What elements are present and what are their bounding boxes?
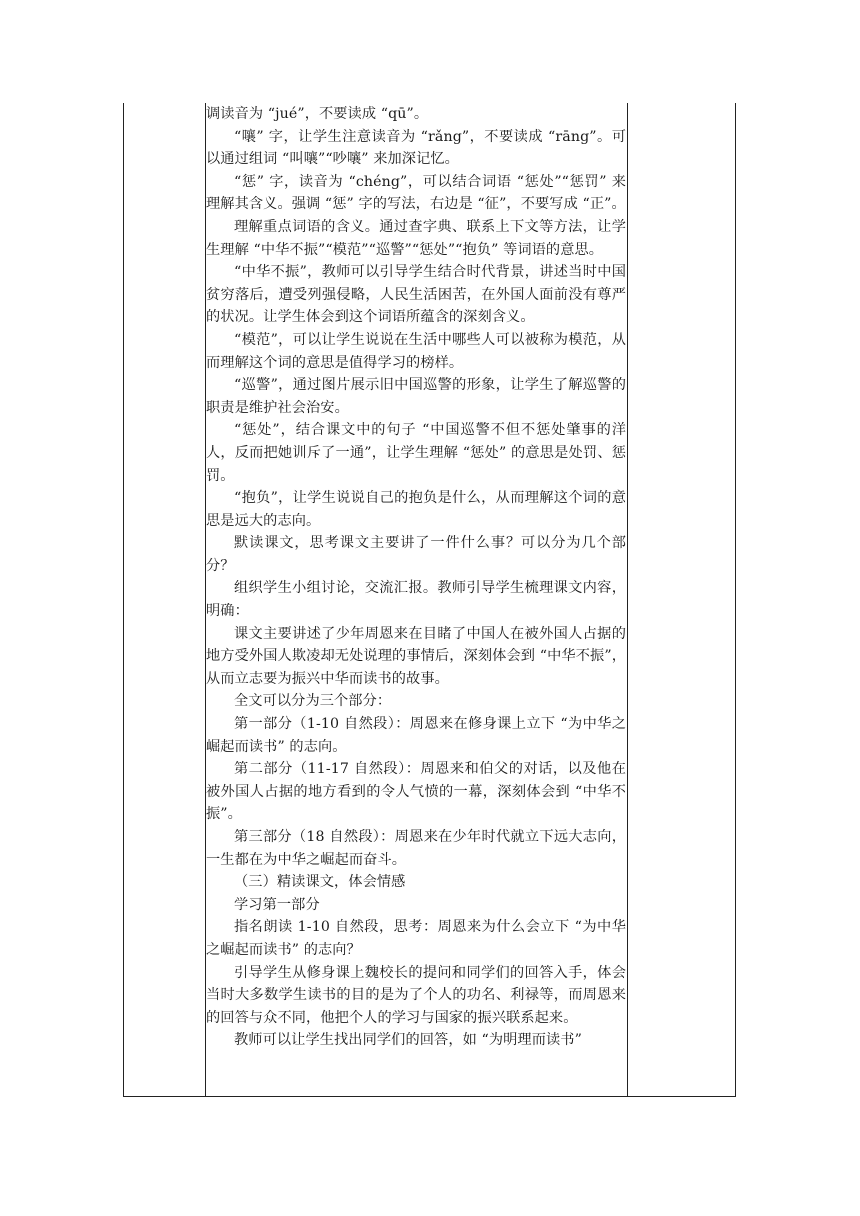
paragraph: “嚷” 字，让学生注意读音为 “rǎng”，不要读成 “rāng”。可以通过组词 “叫嚷”“吵嚷” 来加深记忆。: [206, 128, 626, 168]
paragraph: 默读课文，思考课文主要讲了一件什么事？可以分为几个部分？: [206, 535, 626, 574]
paragraph: 组织学生小组讨论，交流汇报。教师引导学生梳理课文内容，明确：: [206, 580, 626, 620]
paragraph: 第三部分（18 自然段）：周恩来在少年时代就立下远大志向，一生都在为中华之崛起而奋斗。: [206, 829, 626, 868]
paragraph: 全文可以分为三个部分：: [234, 693, 392, 710]
paragraph: “惩处”，结合课文中的句子 “中国巡警不但不惩处肇事的洋人，反而把她训斥了一通”，让学生理解 “惩处” 的意思是处罚、惩罚。: [206, 422, 626, 484]
table-border-col2: [627, 103, 628, 1097]
table-border-bottom: [123, 1096, 736, 1097]
paragraph: “惩” 字，读音为 “chéng”，可以结合词语 “惩处”“惩罚” 来理解其含义。强调 “惩” 字的写法，右边是 “征”，不要写成 “正”。: [206, 173, 626, 213]
paragraph: “中华不振”，教师可以引导学生结合时代背景，讲述当时中国贫穷落后，遭受列强侵略，人民生活困苦，在外国人面前没有尊严的状况。让学生体会到这个词语所蕴含的深刻含义。: [206, 264, 626, 326]
paragraph: 理解重点词语的含义。通过查字典、联系上下文等方法，让学生理解 “中华不振”“模范”“巡警”“惩处”“抱负” 等词语的意思。: [206, 218, 626, 258]
paragraph: 课文主要讲述了少年周恩来在目睹了中国人在被外国人占据的地方受外国人欺凌却无处说理的事情后，深刻体会到 “中华不振”，从而立志要为振兴中华而读书的故事。: [206, 625, 626, 687]
paragraph: 第二部分（11-17 自然段）：周恩来和伯父的对话，以及他在被外国人占据的地方看到的令人气愤的一幕，深刻体会到 “中华不振”。: [206, 761, 626, 823]
subsection-heading: 学习第一部分: [234, 896, 320, 913]
paragraph: “抱负”，让学生说说自己的抱负是什么，从而理解这个词的意思是远大的志向。: [206, 490, 626, 529]
table-border-right: [735, 103, 736, 1097]
paragraph: “模范”，可以让学生说说在生活中哪些人可以被称为模范，从而理解这个词的意思是值得学习的榜样。: [206, 331, 626, 371]
section-heading: （三）精读课文，体会情感: [234, 874, 406, 891]
paragraph: 指名朗读 1-10 自然段，思考：周恩来为什么会立下 “为中华之崛起而读书” 的志向？: [206, 919, 626, 958]
table-border-left: [123, 103, 124, 1097]
lesson-text-cell: [206, 103, 626, 1052]
paragraph: 调读音为 “jué”，不要读成 “qū”。: [206, 106, 429, 122]
paragraph: 第一部分（1-10 自然段）：周恩来在修身课上立下 “为中华之崛起而读书” 的志向。: [206, 716, 626, 755]
paragraph: 引导学生从修身课上魏校长的提问和同学们的回答入手，体会当时大多数学生读书的目的是为了个人的功名、利禄等，而周恩来的回答与众不同，他把个人的学习与国家的振兴联系起来。: [206, 964, 626, 1026]
paragraph: “巡警”，通过图片展示旧中国巡警的形象，让学生了解巡警的职责是维护社会治安。: [206, 377, 626, 416]
paragraph: 教师可以让学生找出同学们的回答，如 “为明理而读书”: [234, 1032, 582, 1049]
